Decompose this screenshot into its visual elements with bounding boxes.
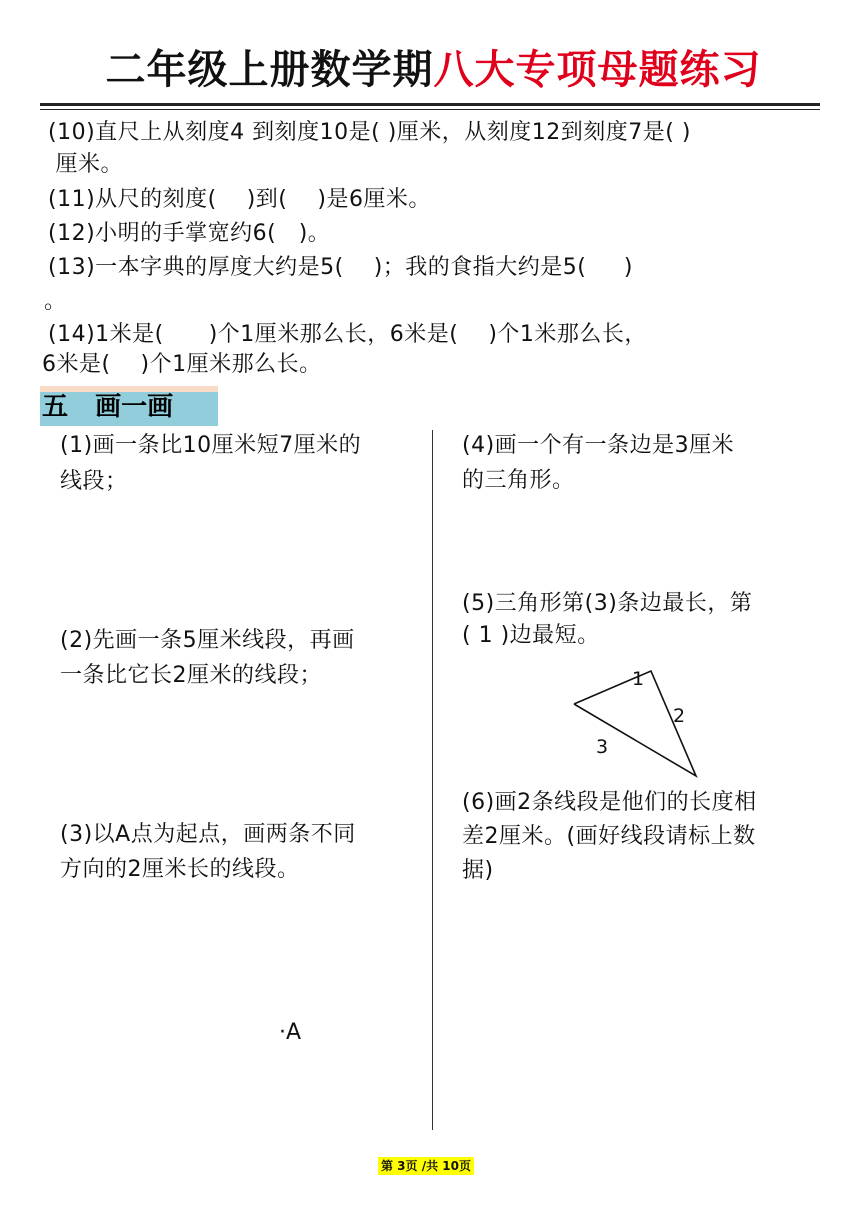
triangle-figure [560, 660, 710, 790]
task-1-line1: (1)画一条比10厘米短7厘米的 [60, 433, 362, 458]
task-2-line2: 一条比它长2厘米的线段； [60, 663, 322, 688]
task-4-line2: 的三角形。 [462, 468, 575, 493]
page-number: 第 3页 /共 10页 [378, 1157, 474, 1175]
triangle-side-label-2: 2 [673, 705, 686, 727]
point-a-marker: ·A [279, 1020, 302, 1045]
task-3-line1: (3)以A点为起点，画两条不同 [60, 822, 356, 847]
question-11: (11)从尺的刻度( )到( )是6厘米。 [48, 187, 431, 212]
task-6-line2: 差2厘米。(画好线段请标上数 [462, 824, 756, 849]
question-13-line1: (13)一本字典的厚度大约是5( )；我的食指大约是5( ) [48, 255, 633, 280]
triangle-side-label-1: 1 [632, 668, 645, 690]
title-part-grade: 二年级上册数学期 [105, 46, 434, 93]
question-14-line2: 6米是( )个1厘米那么长。 [42, 352, 322, 377]
task-2-line1: (2)先画一条5厘米线段，再画 [60, 628, 355, 653]
header-rule-thick [40, 103, 820, 106]
task-6-line1: (6)画2条线段是他们的长度相 [462, 790, 757, 815]
task-5-line2: ( 1 )边最短。 [462, 623, 600, 648]
section-heading-label: 五 画一画 [42, 392, 174, 422]
question-14-line1: (14)1米是( )个1厘米那么长，6米是( )个1米那么长， [48, 322, 647, 347]
page-title [0, 38, 867, 95]
question-10-line1: (10)直尺上从刻度4 到刻度10是( )厘米，从刻度12到刻度7是( ) [48, 120, 691, 145]
title-part-topic: 八大专项母题练习 [433, 46, 762, 93]
section-heading [40, 386, 218, 426]
column-divider [432, 430, 433, 1130]
task-3-line2: 方向的2厘米长的线段。 [60, 857, 300, 882]
task-5-line1: (5)三角形第(3)条边最长，第 [462, 591, 753, 616]
question-13-line2: 。 [44, 289, 67, 314]
task-1-line2: 线段； [60, 469, 128, 494]
triangle-side-label-3: 3 [596, 736, 609, 758]
task-4-line1: (4)画一个有一条边是3厘米 [462, 433, 735, 458]
header-rule-thin [40, 109, 820, 110]
question-12: (12)小明的手掌宽约6( )。 [48, 221, 331, 246]
task-6-line3: 据) [462, 858, 494, 883]
question-10-line2: 厘米。 [48, 152, 123, 177]
